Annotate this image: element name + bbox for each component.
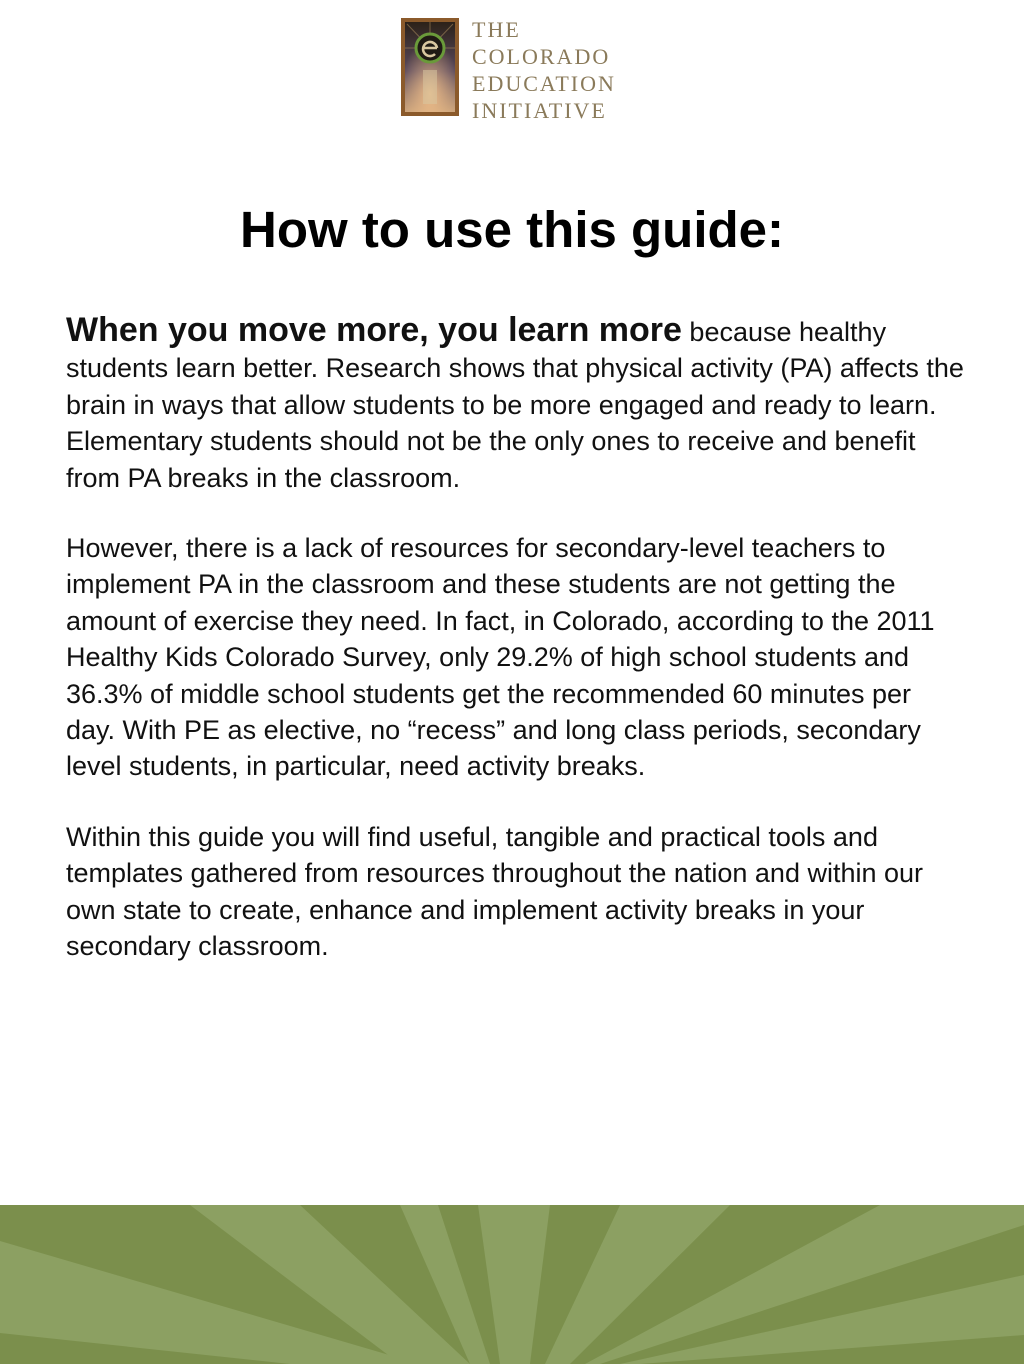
intro-paragraph [66, 312, 966, 496]
organization-logo [401, 16, 631, 123]
logo-wordmark [472, 16, 616, 124]
resources-paragraph: However, there is a lack of resources for secondary-level teachers to implement PA in the classroom and these students are not getting the amount of exercise they need. In fact, in Colorado, according to the 2011 Healthy Kids Colorado Survey, only 29.2% of high school students and 36.3% of middle school students get the recommended 60 minutes per day. With PE as elective, no “recess” and long class periods, secondary level students, in particular, need activity breaks. [66, 533, 935, 782]
body-text [66, 312, 966, 999]
intro-text: because healthy students learn better. Research shows that physical activity (PA) affects the brain in ways that allow students to be more engaged and ready to learn. Elementary students should not be the only ones to receive and benefit from PA breaks in the classroom. [66, 317, 964, 493]
logo-mark-icon [401, 18, 459, 116]
logo-line-2: COLORADO [472, 44, 611, 69]
guide-contents-paragraph: Within this guide you will find useful, tangible and practical tools and templates gathered from resources throughout the nation and within our own state to create, enhance and implement activity breaks in your secondary classroom. [66, 821, 924, 962]
logo-line-3: EDUCATION [472, 71, 616, 96]
logo-line-1: THE [472, 17, 521, 42]
logo-line-4: INITIATIVE [472, 98, 607, 123]
footer-decorative-band [0, 1205, 1024, 1364]
lead-phrase: When you move more, you learn more [66, 311, 682, 349]
page-title: How to use this guide: [240, 201, 784, 258]
